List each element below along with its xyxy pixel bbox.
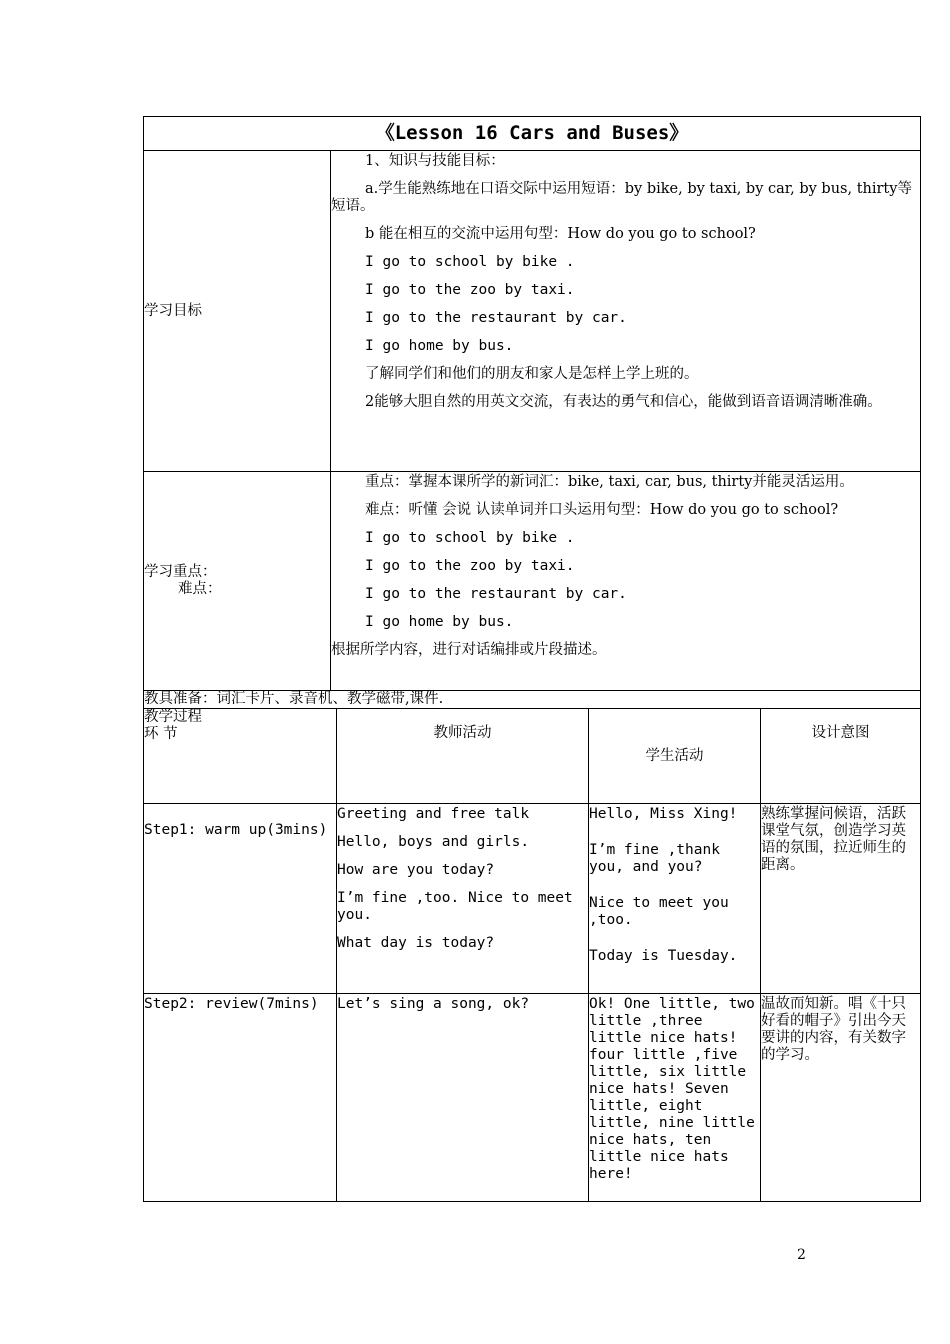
- lesson-plan-table: [143, 116, 921, 1202]
- keypoints-content: [331, 472, 921, 691]
- student-activity: Hello, Miss Xing! I’m fine ,thank you, and you? Nice to meet you ,too. Today is Tuesday.: [589, 804, 761, 994]
- objective-line: a.学生能熟练地在口语交际中运用短语：by bike, by taxi, by car, by bus, thirty等短语。: [331, 181, 912, 214]
- lesson-title: 《Lesson 16 Cars and Buses》: [144, 117, 921, 151]
- objectives-content: [331, 151, 921, 472]
- step-name: Step2: review(7mins): [144, 994, 337, 1202]
- design-intent: 熟练掌握问候语，活跃课堂气氛，创造学习英语的氛围，拉近师生的距离。: [761, 804, 921, 994]
- objective-line: I go to the zoo by taxi.: [365, 282, 575, 298]
- objective-line: 了解同学们和他们的朋友和家人是怎样上学上班的。: [365, 366, 699, 382]
- preparation: 教具准备：词汇卡片、录音机、教学磁带,课件.: [144, 691, 921, 709]
- objective-line: 1、知识与技能目标：: [365, 153, 505, 169]
- student-activity-head: 学生活动: [589, 709, 761, 804]
- keypoint-line: I go home by bus.: [365, 614, 514, 630]
- keypoints-label-1: 学习重点：: [144, 564, 217, 580]
- keypoints-label: [144, 472, 331, 691]
- page-number: 2: [797, 1247, 806, 1263]
- keypoints-label-2: 难点：: [178, 581, 222, 597]
- design-intent: 温故而知新。唱《十只好看的帽子》引出今天要讲的内容，有关数字的学习。: [761, 994, 921, 1202]
- process-head: [144, 709, 337, 804]
- objective-line: I go home by bus.: [365, 338, 514, 354]
- keypoint-line: 难点：听懂 会说 认读单词并口头运用句型：How do you go to school?: [365, 502, 839, 518]
- objectives-label: 学习目标: [144, 151, 331, 472]
- process-head-2: 环 节: [144, 726, 178, 742]
- teacher-activity: Greeting and free talk Hello, boys and girls. How are you today? I’m fine ,too. Nice to meet you. What day is today?: [337, 804, 589, 994]
- design-intent-head: 设计意图: [761, 709, 921, 804]
- process-head-1: 教学过程: [144, 709, 202, 725]
- teacher-activity: Let’s sing a song, ok?: [337, 994, 589, 1202]
- keypoint-line: I go to school by bike .: [365, 530, 575, 546]
- teacher-activity-head: 教师活动: [337, 709, 589, 804]
- objective-line: I go to the restaurant by car.: [365, 310, 627, 326]
- objective-line: 2能够大胆自然的用英文交流，有表达的勇气和信心，能做到语音语调清晰准确。: [365, 394, 882, 410]
- keypoint-line: I go to the zoo by taxi.: [365, 558, 575, 574]
- objective-line: I go to school by bike .: [365, 254, 575, 270]
- keypoint-line: I go to the restaurant by car.: [365, 586, 627, 602]
- step-name: Step1: warm up(3mins): [144, 804, 337, 994]
- student-activity: Ok! One little, two little ,three little nice hats! four little ,five little, six little nice hats! Seven little, eight little, nine little nice hats, ten little nice hats here!: [589, 994, 761, 1202]
- keypoint-line: 根据所学内容，进行对话编排或片段描述。: [331, 642, 607, 658]
- objective-line: b 能在相互的交流中运用句型：How do you go to school?: [365, 226, 756, 242]
- keypoint-line: 重点：掌握本课所学的新词汇：bike, taxi, car, bus, thirty并能灵活运用。: [365, 474, 854, 490]
